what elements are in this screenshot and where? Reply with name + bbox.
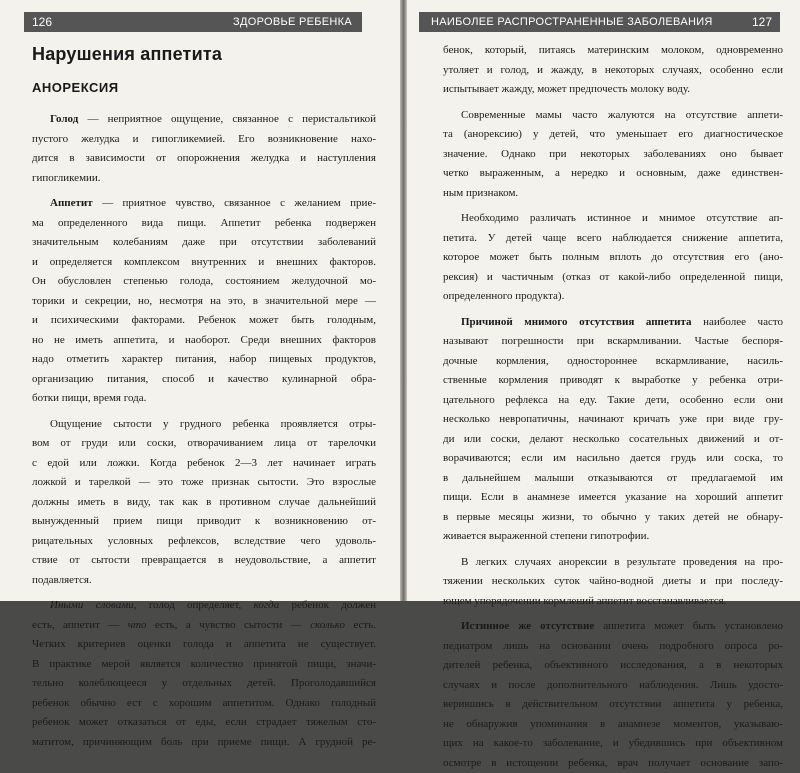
text-line: но не иметь аппетита, и наоборот. Среди внешних факторов (32, 331, 376, 351)
text-line: педиатром лишь на основании очень подробного опроса ро- (443, 637, 783, 657)
text-line: значение. Однако при некоторых заболеваниях оно бывает (443, 145, 783, 165)
text-line: тяжении нескольких суток чайно-водной диеты и при последу- (443, 572, 783, 592)
text-line: живается выраженной степени гипотрофии. (443, 527, 783, 547)
section-title: АНОРЕКСИЯ (32, 80, 119, 95)
text-line: определенного продукта). (443, 287, 783, 307)
text-line: В легких случаях анорексии в результате проведения на про- (443, 553, 783, 573)
text-line: Аппетит — приятное чувство, связанное с желанием прие- (32, 194, 376, 214)
text-line: ребенок может отказаться от еды, если страдает тяжелым сто- (32, 713, 376, 733)
text-line: верившись в действительном отсутствии аппетита у ребенка, (443, 695, 783, 715)
text-line: ди или соски, делают несколько сосательных движений и от- (443, 430, 783, 450)
book-gutter (400, 0, 407, 601)
text-line: пустого желудка и гипогликемией. Его возникновение нахо- (32, 130, 376, 150)
text-line: ным признаком. (443, 184, 783, 204)
text-line: надо отметить характер питания, набор пищевых продуктов, (32, 350, 376, 370)
text-line: подавляется. (32, 571, 376, 591)
right-page (407, 0, 800, 601)
text-line: в дальнейшем малыши отказываются от предлагаемой им (443, 469, 783, 489)
text-line: организацию питания, способ и качество кулинарной обра- (32, 370, 376, 390)
text-line: в первые месяцы жизни, то обычно у таких детей не обнару- (443, 508, 783, 528)
text-line: ботки пищи, время года. (32, 389, 376, 409)
text-line: Голод — неприятное ощущение, связанное с перистальтикой (32, 110, 376, 130)
text-line: В практике мерой является количество принятой пищи, значи- (32, 655, 376, 675)
text-line: Причиной мнимого отсутствия аппетита наиболее часто (443, 313, 783, 333)
text-line: вом от груди или соски, отворачиванием лица от тарелочки (32, 434, 376, 454)
text-line: утоляет и голод, и жажду, в некоторых случаях, особенно если (443, 61, 783, 81)
text-line: ложкой и тарелкой — это тоже признак сытости. Это взрослые (32, 473, 376, 493)
text-line: которое может быть полным вплоть до отсутствия его (ано- (443, 248, 783, 268)
text-line: бенок, который, питаясь материнским молоком, одновременно (443, 41, 783, 61)
text-line: петита. У детей чаще всего наблюдается снижение аппетита, (443, 229, 783, 249)
text-line: значительным колебаниям даже при отсутствии заболеваний (32, 233, 376, 253)
text-line: Необходимо различать истинное и мнимое отсутствие ап- (443, 209, 783, 229)
text-line: ребенок обычно ест с хорошим аппетитом. Однако голодный (32, 694, 376, 714)
text-line: торики и секреции, но, несмотря на это, в значительной мере — (32, 292, 376, 312)
text-line: тельно колеблющееся у отдельных детей. Проголодавшийся (32, 674, 376, 694)
text-line: должны иметь в виду, так как в противном случае дальнейший (32, 493, 376, 513)
text-line: дителей ребенка, объективного исследования, а в некоторых (443, 656, 783, 676)
running-title: ЗДОРОВЬЕ РЕБЕНКА (233, 12, 352, 32)
text-line: вынужденный прием пищи приводит к возникновению от- (32, 512, 376, 532)
text-line: испытывает жажду, может предпочесть молоку воду. (443, 80, 783, 100)
running-title: НАИБОЛЕЕ РАСПРОСТРАНЕННЫЕ ЗАБОЛЕВАНИЯ (431, 12, 713, 32)
body-text (32, 110, 376, 752)
text-line: и психическими факторами. Ребенок может быть голодным, (32, 311, 376, 331)
text-line: цательного рефлекса на еду. Такие дети, особенно если они (443, 391, 783, 411)
text-line: Иными словами, голод определяет, когда ребенок должен (32, 596, 376, 616)
text-line: Истинное же отсутствие аппетита может быть установлено (443, 617, 783, 637)
text-line: рексия) и частичным (отказ от какой-либо определенной пищи, (443, 268, 783, 288)
text-line: ющем упорядочении кормлений аппетит восстанавливается. (443, 592, 783, 612)
chapter-title: Нарушения аппетита (32, 44, 222, 65)
text-line: щих на какое-то заболевание, и убедившись при объективном (443, 734, 783, 754)
text-line: матитом, причиняющим боль при приеме пищи. А грудной ре- (32, 733, 376, 753)
text-line: рицательных условных рефлексов, вследствие чего удоволь- (32, 532, 376, 552)
text-line: случаях и после дополнительного наблюдения. Лишь удосто- (443, 676, 783, 696)
text-line: ственные кормления приводят к выработке у ребенка отри- (443, 371, 783, 391)
text-line: пищи. Если в анамнезе имеется указание на хороший аппетит (443, 488, 783, 508)
text-line: гипогликемии. (32, 169, 376, 189)
page-number: 127 (752, 12, 772, 32)
text-line: четко выраженным, а нередко и основным, даже единствен- (443, 164, 783, 184)
text-line: ствие от сытости превращается в неудовольствие, а аппетит (32, 551, 376, 571)
text-line: Он обусловлен степенью голода, состоянием желудочной мо- (32, 272, 376, 292)
text-line: дится в зависимости от опорожнения желудка и наступления (32, 149, 376, 169)
running-header (419, 12, 780, 32)
text-line: не обнаружив упоминания в анамнезе моментов, указываю- (443, 715, 783, 735)
text-line: и определяется комплексом внутренних и внешних факторов. (32, 253, 376, 273)
page-number: 126 (32, 12, 52, 32)
text-line: ма определенного вида пищи. Аппетит ребенка подвержен (32, 214, 376, 234)
text-line: осмотре в истощении ребенка, врач получает основание запо- (443, 754, 783, 773)
text-line: дочные кормления, одностороннее вскармливание, насиль- (443, 352, 783, 372)
body-text (443, 41, 783, 773)
text-line: Четких критериев оценки голода и аппетита не существует. (32, 635, 376, 655)
text-line: Современные мамы часто жалуются на отсутствие аппети- (443, 106, 783, 126)
left-page (0, 0, 400, 601)
text-line: несколько невропатичны, начинают кричать уже при виде гру- (443, 410, 783, 430)
text-line: та (анорексию) у детей, что уменьшает его диагностическое (443, 125, 783, 145)
text-line: называют погрешности при вскармливании. Частые беспоря- (443, 332, 783, 352)
text-line: с едой или ложки. Когда ребенок 2—3 лет начинает играть (32, 454, 376, 474)
text-line: ворачиваются; если им насильно дается грудь или соска, то (443, 449, 783, 469)
running-header (24, 12, 362, 32)
text-line: Ощущение сытости у грудного ребенка проявляется отры- (32, 415, 376, 435)
text-line: есть, аппетит — что есть, а чувство сытости — сколько есть. (32, 616, 376, 636)
